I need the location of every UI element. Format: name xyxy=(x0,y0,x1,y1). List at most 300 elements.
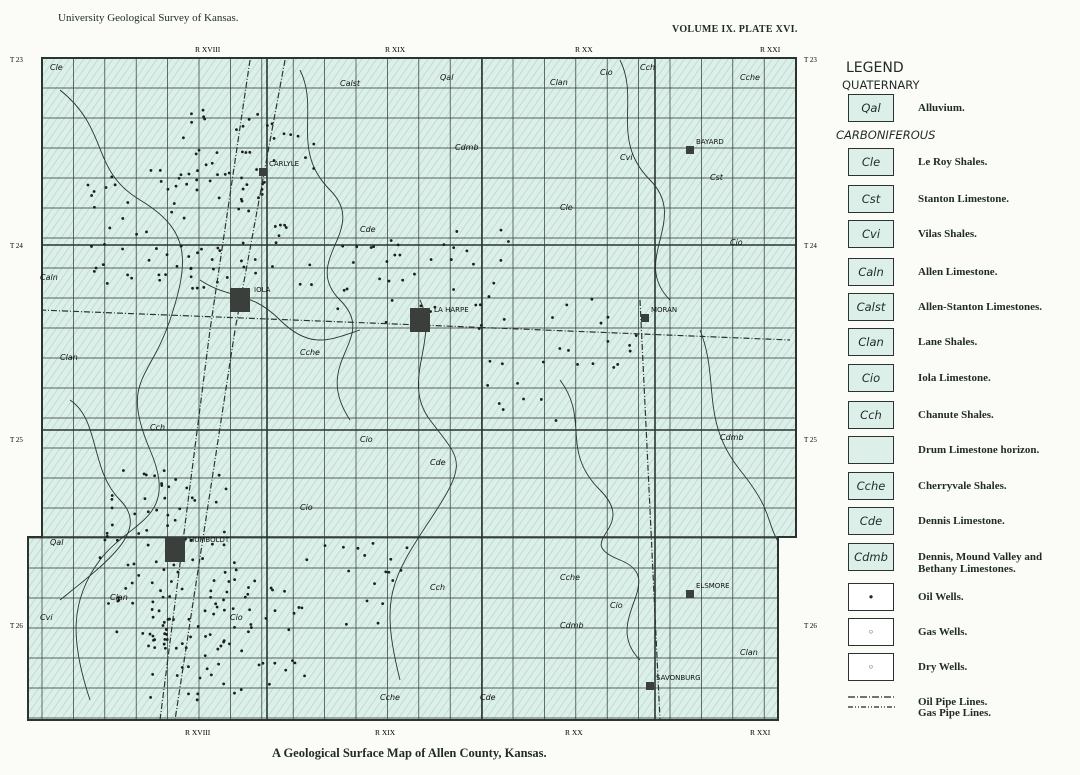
oil-well-dot xyxy=(228,172,231,175)
legend-label: Lane Shales. xyxy=(918,336,978,348)
legend-symbol-label: Dry Wells. xyxy=(918,661,968,673)
oil-well-dot xyxy=(180,245,183,248)
oil-well-dot xyxy=(389,558,392,561)
oil-well-dot xyxy=(190,121,193,124)
oil-well-dot xyxy=(180,173,183,176)
oil-well-dot xyxy=(150,169,153,172)
town-name: HUMBOLDT xyxy=(189,536,230,544)
oil-well-dot xyxy=(174,478,177,481)
oil-well-dot xyxy=(223,531,226,534)
oil-well-dot xyxy=(355,245,358,248)
township-label-left: T 24 xyxy=(10,242,23,250)
oil-well-dot xyxy=(235,568,238,571)
oil-well-dot xyxy=(283,590,286,593)
survey-title: University Geological Survey of Kansas. xyxy=(58,12,239,24)
legend-label: Drum Limestone horizon. xyxy=(918,444,1040,456)
oil-well-dot xyxy=(215,501,218,504)
oil-well-dot xyxy=(216,173,219,176)
township-label-right: T 26 xyxy=(804,622,817,630)
oil-well-dot xyxy=(516,382,519,385)
legend-symbol-label: Gas Wells. xyxy=(918,626,968,638)
legend-swatch: Caln xyxy=(848,258,894,286)
formation-mark: Cvi xyxy=(40,613,53,622)
oil-well-dot xyxy=(223,609,226,612)
legend-label: Chanute Shales. xyxy=(918,409,994,421)
oil-well-dot xyxy=(168,595,171,598)
oil-well-dot xyxy=(607,340,610,343)
oil-well-dot xyxy=(170,580,173,583)
oil-well-dot xyxy=(152,616,155,619)
oil-well-dot xyxy=(131,582,134,585)
oil-well-dot xyxy=(551,316,554,319)
formation-mark: Cio xyxy=(300,503,313,512)
oil-well-dot xyxy=(363,554,366,557)
legend-swatch: Clan xyxy=(848,328,894,356)
oil-well-dot xyxy=(114,183,117,186)
oil-well-dot xyxy=(162,624,165,627)
legend-swatch: Cde xyxy=(848,507,894,535)
town-block xyxy=(686,146,694,154)
oil-well-dot xyxy=(233,561,236,564)
township-label-right: T 25 xyxy=(804,436,817,444)
formation-mark: Cst xyxy=(710,173,723,182)
formation-mark: Cche xyxy=(740,73,760,82)
oil-well-dot xyxy=(217,663,220,666)
formation-mark: Qal xyxy=(50,538,64,547)
formation-mark: Clan xyxy=(60,353,78,362)
oil-well-dot xyxy=(115,630,118,633)
oil-well-dot xyxy=(612,366,615,369)
pipe-line-symbols xyxy=(848,692,896,712)
oil-well-dot xyxy=(284,669,287,672)
oil-well-dot xyxy=(247,210,250,213)
oil-well-dot xyxy=(102,263,105,266)
legend-swatch: Cdmb xyxy=(848,543,894,571)
oil-well-dot xyxy=(170,211,173,214)
oil-well-dot xyxy=(137,532,140,535)
oil-well-dot xyxy=(183,217,186,220)
range-label-top: R XVIII xyxy=(195,45,221,54)
oil-well-dot xyxy=(273,662,276,665)
oil-well-dot xyxy=(341,245,344,248)
oil-well-dot xyxy=(185,486,188,489)
oil-well-dot xyxy=(324,544,327,547)
township-label-left: T 26 xyxy=(10,622,23,630)
oil-well-dot xyxy=(167,188,170,191)
oil-well-dot xyxy=(442,243,445,246)
oil-well-dot xyxy=(304,156,307,159)
oil-well-dot xyxy=(190,275,193,278)
formation-mark: Cde xyxy=(430,458,446,467)
oil-well-dot xyxy=(164,273,167,276)
town-block xyxy=(259,168,267,176)
formation-mark: Cch xyxy=(150,423,166,432)
formation-mark: Cde xyxy=(360,225,376,234)
oil-well-dot xyxy=(565,303,568,306)
oil-well-dot xyxy=(293,612,296,615)
oil-well-dot xyxy=(173,202,176,205)
oil-well-dot xyxy=(278,234,281,237)
oil-well-dot xyxy=(248,151,251,154)
oil-well-dot xyxy=(249,623,252,626)
oil-well-dot xyxy=(233,578,236,581)
oil-well-dot xyxy=(366,599,369,602)
oil-well-dot xyxy=(216,606,219,609)
oil-well-dot xyxy=(187,255,190,258)
oil-well-dot xyxy=(271,265,274,268)
oil-well-dot xyxy=(175,185,178,188)
oil-well-dot xyxy=(172,563,175,566)
range-label-bottom: R XVIII xyxy=(185,728,211,737)
formation-mark: Cio xyxy=(600,68,613,77)
oil-well-dot xyxy=(107,602,110,605)
oil-well-dot xyxy=(258,663,261,666)
oil-well-dot xyxy=(452,246,455,249)
oil-well-dot xyxy=(385,260,388,263)
oil-well-dot xyxy=(390,239,393,242)
oil-well-dot xyxy=(372,245,375,248)
oil-well-dot xyxy=(381,602,384,605)
oil-well-dot xyxy=(216,648,219,651)
oil-well-dot xyxy=(187,665,190,668)
legend-swatch: Cch xyxy=(848,401,894,429)
oil-well-dot xyxy=(398,254,401,257)
oil-well-dot xyxy=(191,287,194,290)
oil-well-dot xyxy=(166,514,169,517)
oil-well-dot xyxy=(480,324,483,327)
oil-well-dot xyxy=(167,485,170,488)
town-block xyxy=(410,308,430,332)
oil-well-dot xyxy=(256,113,259,116)
town-block xyxy=(641,314,649,322)
oil-well-dot xyxy=(87,184,90,187)
oil-well-dot xyxy=(216,151,219,154)
oil-well-dot xyxy=(158,279,161,282)
oil-well-dot xyxy=(163,638,166,641)
oil-well-dot xyxy=(489,360,492,363)
oil-well-dot xyxy=(567,349,570,352)
oil-well-dot xyxy=(522,398,525,401)
legend-label: Alluvium. xyxy=(918,102,965,114)
formation-mark: Cdmb xyxy=(455,143,479,152)
oil-well-dot xyxy=(225,591,228,594)
oil-well-dot xyxy=(141,632,144,635)
formation-mark: Cche xyxy=(560,573,580,582)
oil-well-dot xyxy=(263,181,266,184)
formation-mark: Cvi xyxy=(620,153,633,162)
oil-well-dot xyxy=(401,279,404,282)
oil-well-dot xyxy=(189,635,192,638)
legend-oil-pipe-label: Oil Pipe Lines. xyxy=(918,696,988,708)
oil-well-dot xyxy=(378,277,381,280)
oil-well-dot xyxy=(121,217,124,220)
oil-well-dot xyxy=(273,137,276,140)
map-caption: A Geological Surface Map of Allen County, Kansas. xyxy=(272,746,547,760)
oil-well-dot xyxy=(202,109,205,112)
oil-well-dot xyxy=(262,662,265,665)
oil-well-dot xyxy=(247,630,250,633)
oil-well-dot xyxy=(345,623,348,626)
oil-well-dot xyxy=(191,496,194,499)
legend-swatch: Qal xyxy=(848,94,894,122)
legend-label: Vilas Shales. xyxy=(918,228,977,240)
oil-well-dot xyxy=(152,601,155,604)
oil-well-dot xyxy=(211,258,214,261)
oil-well-dot xyxy=(162,596,165,599)
oil-well-dot xyxy=(93,190,96,193)
oil-well-dot xyxy=(357,547,360,550)
legend-swatch: Cst xyxy=(848,185,894,213)
oil-well-dot xyxy=(291,659,294,662)
oil-well-dot xyxy=(135,233,138,236)
oil-well-dot xyxy=(233,692,236,695)
oil-well-dot xyxy=(224,173,227,176)
oil-well-dot xyxy=(151,673,154,676)
range-label-bottom: R XIX xyxy=(375,728,396,737)
oil-well-dot xyxy=(479,303,482,306)
oil-well-dot xyxy=(196,251,199,254)
oil-well-dot xyxy=(197,625,200,628)
formation-mark: Clan xyxy=(110,593,128,602)
oil-well-dot xyxy=(616,363,619,366)
oil-well-dot xyxy=(196,189,199,192)
oil-well-dot xyxy=(248,608,251,611)
oil-well-dot xyxy=(191,558,194,561)
oil-well-dot xyxy=(370,246,373,249)
oil-well-dot xyxy=(110,176,113,179)
oil-well-dot xyxy=(225,487,228,490)
oil-well-dot xyxy=(261,193,264,196)
oil-well-dot xyxy=(387,571,390,574)
oil-well-dot xyxy=(99,556,102,559)
oil-well-dot xyxy=(155,560,158,563)
oil-well-dot xyxy=(242,188,245,191)
oil-well-dot xyxy=(218,196,221,199)
oil-well-dot xyxy=(165,628,168,631)
oil-well-dot xyxy=(206,667,209,670)
oil-well-dot xyxy=(196,698,199,701)
legend-quaternary-heading: QUATERNARY xyxy=(842,78,920,92)
formation-mark: Caln xyxy=(40,273,58,282)
oil-well-dot xyxy=(246,593,249,596)
range-label-top: R XXI xyxy=(760,45,781,54)
oil-well-dot xyxy=(116,539,119,542)
oil-well-dot xyxy=(244,596,247,599)
oil-well-dot xyxy=(299,283,302,286)
oil-well-dot xyxy=(174,519,177,522)
formation-mark: Cle xyxy=(50,63,63,72)
oil-well-dot xyxy=(209,633,212,636)
oil-well-dot xyxy=(124,587,127,590)
legend-swatch: Cche xyxy=(848,472,894,500)
formation-mark: Cche xyxy=(300,348,320,357)
oil-well-dot xyxy=(178,507,181,510)
oil-well-dot xyxy=(185,183,188,186)
formation-mark: Clan xyxy=(740,648,758,657)
formation-mark: Cio xyxy=(230,613,243,622)
oil-well-dot xyxy=(430,258,433,261)
oil-well-dot xyxy=(145,529,148,532)
town-name: MORAN xyxy=(651,306,678,314)
legend-swatch xyxy=(848,436,894,464)
oil-well-dot xyxy=(160,180,163,183)
oil-well-dot xyxy=(90,194,93,197)
oil-well-dot xyxy=(503,318,506,321)
oil-well-dot xyxy=(271,589,274,592)
oil-well-dot xyxy=(377,622,380,625)
oil-well-dot xyxy=(176,674,179,677)
oil-well-dot xyxy=(209,596,212,599)
oil-well-dot xyxy=(391,579,394,582)
oil-well-dot xyxy=(492,282,495,285)
oil-well-dot xyxy=(133,512,136,515)
oil-well-dot xyxy=(237,208,240,211)
oil-well-dot xyxy=(202,286,205,289)
legend-label: Dennis Limestone. xyxy=(918,515,1005,527)
oil-well-dot xyxy=(153,646,156,649)
oil-well-dot xyxy=(308,263,311,266)
oil-well-dot xyxy=(628,344,631,347)
legend-carboniferous-heading: CARBONIFEROUS xyxy=(836,128,936,142)
town-name: BAYARD xyxy=(696,138,724,146)
oil-well-dot xyxy=(104,539,107,542)
town-block xyxy=(646,682,654,690)
formation-mark: Cche xyxy=(380,693,400,702)
town-name: ELSMORE xyxy=(696,582,730,590)
oil-well-dot xyxy=(163,497,166,500)
oil-well-dot xyxy=(266,124,269,127)
oil-well-dot xyxy=(196,169,199,172)
oil-well-dot xyxy=(241,150,244,153)
oil-well-dot xyxy=(240,260,243,263)
township-label-left: T 23 xyxy=(10,56,23,64)
legend-label: Allen-Stanton Limestones. xyxy=(918,301,1043,313)
oil-well-dot xyxy=(159,589,162,592)
oil-well-dot xyxy=(188,173,191,176)
oil-well-dot xyxy=(502,408,505,411)
oil-well-dot xyxy=(406,546,409,549)
town-name: IOLA xyxy=(254,286,271,294)
legend-label: Stanton Limestone. xyxy=(918,193,1010,205)
oil-well-dot xyxy=(126,201,129,204)
formation-mark: Cio xyxy=(610,601,623,610)
oil-well-dot xyxy=(149,696,152,699)
oil-well-dot xyxy=(289,133,292,136)
oil-well-dot xyxy=(274,609,277,612)
oil-well-dot xyxy=(305,558,308,561)
oil-well-dot xyxy=(268,683,271,686)
oil-well-dot xyxy=(90,245,93,248)
oil-well-dot xyxy=(393,254,396,257)
oil-well-dot xyxy=(275,241,278,244)
oil-well-dot xyxy=(199,677,202,680)
oil-well-dot xyxy=(498,402,501,405)
map-legend xyxy=(834,56,1074,726)
oil-well-dot xyxy=(310,283,313,286)
oil-well-dot xyxy=(188,618,191,621)
oil-well-dot xyxy=(246,183,249,186)
oil-well-dot xyxy=(576,363,579,366)
oil-well-dot xyxy=(196,287,199,290)
oil-well-dot xyxy=(148,259,151,262)
formation-mark: Cch xyxy=(640,63,656,72)
township-label-right: T 24 xyxy=(804,242,817,250)
oil-well-dot xyxy=(201,557,204,560)
oil-well-dot xyxy=(346,288,349,291)
oil-well-dot xyxy=(166,253,169,256)
oil-well-dot xyxy=(202,115,205,118)
oil-well-dot xyxy=(212,268,215,271)
oil-well-dot xyxy=(204,654,207,657)
oil-well-dot xyxy=(343,289,346,292)
oil-well-dot xyxy=(384,570,387,573)
town-name: LA HARPE xyxy=(434,306,469,314)
oil-well-dot xyxy=(240,688,243,691)
oil-well-dot xyxy=(149,633,152,636)
oil-well-dot xyxy=(198,149,201,152)
legend-label: Allen Limestone. xyxy=(918,266,998,278)
oil-well-dot xyxy=(391,299,394,302)
formation-mark: Cdmb xyxy=(560,621,584,630)
oil-well-dot xyxy=(240,198,243,201)
oil-well-dot xyxy=(151,635,154,638)
oil-well-dot xyxy=(224,571,227,574)
formation-mark: Cio xyxy=(730,238,743,247)
oil-well-dot xyxy=(629,350,632,353)
oil-well-dot xyxy=(373,582,376,585)
legend-swatch: Cle xyxy=(848,148,894,176)
oil-well-dot xyxy=(472,263,475,266)
legend-swatch: Calst xyxy=(848,293,894,321)
oil-well-dot xyxy=(121,248,124,251)
oil-well-dot xyxy=(193,499,196,502)
oil-well-dot xyxy=(452,288,455,291)
county-outline xyxy=(28,58,796,720)
oil-well-dot xyxy=(300,607,303,610)
township-label-right: T 23 xyxy=(804,56,817,64)
oil-well-dot xyxy=(163,469,166,472)
oil-well-dot xyxy=(145,474,148,477)
oil-well-dot xyxy=(500,229,503,232)
formation-mark: Qal xyxy=(440,73,454,82)
oil-well-dot xyxy=(242,125,245,128)
formation-mark: Cle xyxy=(560,203,573,212)
oil-well-dot xyxy=(242,242,245,245)
oil-well-dot xyxy=(106,535,109,538)
oil-well-dot xyxy=(274,225,277,228)
oil-well-dot xyxy=(153,638,156,641)
oil-well-dot xyxy=(413,273,416,276)
oil-well-dot xyxy=(190,112,193,115)
oil-well-dot xyxy=(297,606,300,609)
township-label-left: T 25 xyxy=(10,436,23,444)
oil-well-dot xyxy=(167,618,170,621)
oil-well-dot xyxy=(450,258,453,261)
range-label-bottom: R XX xyxy=(565,728,583,737)
town-name: CARLYLE xyxy=(269,160,300,168)
oil-well-dot xyxy=(151,608,154,611)
oil-well-dot xyxy=(222,641,225,644)
legend-gas-pipe-label: Gas Pipe Lines. xyxy=(918,707,992,719)
oil-well-dot xyxy=(122,469,125,472)
formation-mark: Cch xyxy=(430,583,446,592)
oil-well-dot xyxy=(607,316,610,319)
oil-well-dot xyxy=(540,398,543,401)
oil-well-dot xyxy=(558,347,561,350)
legend-label: Le Roy Shales. xyxy=(918,156,988,168)
oil-well-dot xyxy=(178,177,181,180)
oil-well-dot xyxy=(216,247,219,250)
